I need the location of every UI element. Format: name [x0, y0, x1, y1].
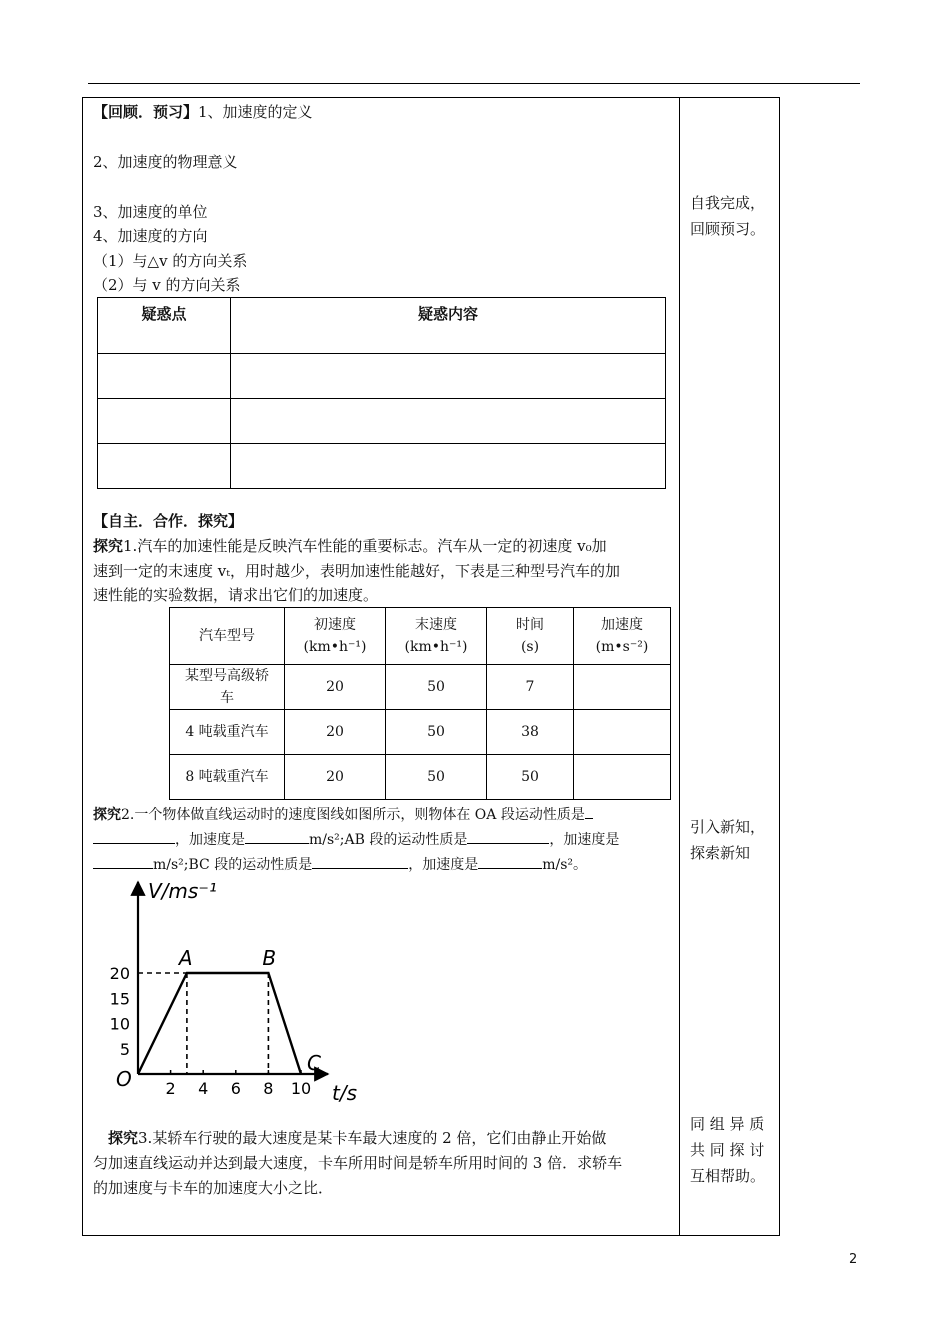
perf-header-unit: (m•s⁻²): [595, 639, 649, 655]
side-note-text: 互相帮助。: [690, 1167, 766, 1185]
doubt-table: [97, 297, 666, 489]
x-tick-label: 2: [165, 1079, 176, 1098]
column-divider: [679, 97, 680, 1236]
y-tick-label: 15: [109, 989, 130, 1009]
perf-cell: 7: [487, 665, 574, 710]
page-number: 2: [849, 1252, 858, 1267]
review-q1: 1、加速度的定义: [198, 103, 313, 121]
review-q1-line: [93, 102, 313, 122]
perf-cell: 20: [285, 755, 386, 800]
review-q4: 4、加速度的方向: [93, 227, 208, 245]
perf-cell-model: 8 吨载重汽车: [170, 755, 285, 800]
perf-header-text: 初速度: [314, 617, 356, 633]
perf-header-accel: [574, 608, 671, 665]
perf-header-vt: [386, 608, 487, 665]
side-note-text: 同 组 异 质: [690, 1115, 765, 1133]
explore-heading: 【自主．合作．探究】: [93, 512, 244, 530]
perf-cell: 50: [386, 755, 487, 800]
doubt-table-header: [98, 298, 666, 354]
explore-p2-label: 探究: [93, 807, 121, 823]
perf-header-text: 末速度: [415, 617, 457, 633]
perf-header-unit: (km•h⁻¹): [404, 639, 468, 655]
velocity-line: [138, 973, 301, 1074]
answer-blank[interactable]: [478, 854, 542, 869]
x-tick-label: 8: [263, 1079, 274, 1098]
table-row: [98, 444, 666, 489]
explore-p2-seg: ，加速度是: [408, 857, 479, 873]
y-axis-label: V/ms⁻¹: [148, 879, 217, 903]
explore-p2-seg: m/s²;BC 段的运动性质是: [153, 857, 313, 873]
answer-blank[interactable]: [93, 829, 175, 844]
header-rule: [88, 83, 860, 84]
perf-cell: 50: [386, 665, 487, 710]
doubt-col-point: 疑惑点: [98, 298, 231, 354]
side-note-text: 共 同 探 讨: [690, 1141, 765, 1159]
perf-cell: 50: [386, 710, 487, 755]
perf-header-unit: (s): [520, 639, 540, 655]
table-row: [98, 354, 666, 399]
perf-header-text: 时间: [516, 617, 544, 633]
table-row: [170, 665, 671, 710]
review-q3: 3、加速度的单位: [93, 203, 208, 221]
side-note-text: 引入新知，: [690, 818, 766, 836]
perf-header-v0: [285, 608, 386, 665]
doubt-cell[interactable]: [231, 444, 666, 489]
point-label: B: [262, 946, 277, 970]
perf-cell-accel[interactable]: [574, 710, 671, 755]
doubt-cell[interactable]: [98, 444, 231, 489]
side-note-text: 自我完成，: [690, 194, 766, 212]
perf-cell: 20: [285, 665, 386, 710]
review-q4a: （1）与△v 的方向关系: [93, 252, 248, 270]
side-note-explore: [690, 814, 765, 866]
explore-p2-line1: [93, 804, 593, 825]
answer-blank[interactable]: [93, 854, 153, 869]
table-row: [98, 399, 666, 444]
explore-p2-seg: ，加速度是: [175, 832, 245, 848]
perf-header-time: [487, 608, 574, 665]
answer-blank[interactable]: [467, 829, 549, 844]
explore-p1-label: 探究: [93, 537, 124, 555]
perf-cell-accel[interactable]: [574, 665, 671, 710]
y-tick-label: 20: [109, 964, 130, 983]
side-note-text: 回顾预习。: [690, 220, 766, 238]
perf-cell: 38: [487, 710, 574, 755]
explore-p2-line3: [93, 854, 587, 875]
side-note-text: 探索新知: [690, 844, 751, 862]
explore-p2-seg: m/s²;AB 段的运动性质是: [309, 832, 468, 848]
car-performance-table: [169, 607, 671, 800]
doubt-cell[interactable]: [98, 399, 231, 444]
perf-cell-accel[interactable]: [574, 755, 671, 800]
explore-p3-label: 探究: [108, 1129, 139, 1147]
doubt-cell[interactable]: [231, 354, 666, 399]
perf-cell-model: 4 吨载重汽车: [170, 710, 285, 755]
x-tick-label: 6: [230, 1079, 241, 1098]
x-tick-label: 4: [198, 1079, 209, 1098]
doubt-col-content: 疑惑内容: [231, 298, 666, 354]
explore-p1-line1: [93, 536, 607, 556]
table-row: [170, 710, 671, 755]
perf-cell: 20: [285, 710, 386, 755]
explore-p1-text1: 1.汽车的加速性能是反映汽车性能的重要标志。汽车从一定的初速度 v₀加: [123, 537, 607, 555]
velocity-time-graph: [100, 874, 390, 1110]
explore-p3-text1: 3.某轿车行驶的最大速度是某卡车最大速度的 2 倍，它们由静止开始做: [138, 1129, 607, 1147]
explore-p2-seg: ，加速度是: [549, 832, 620, 848]
perf-cell: 50: [487, 755, 574, 800]
explore-p1-line2: 速到一定的末速度 vₜ，用时越少，表明加速性能越好，下表是三种型号汽车的加: [93, 562, 620, 580]
perf-header-model: [170, 608, 285, 665]
perf-cell-model: 某型号高级轿车: [170, 665, 285, 710]
answer-blank[interactable]: [585, 804, 593, 819]
perf-header-unit: (km•h⁻¹): [303, 639, 367, 655]
side-note-group: [690, 1111, 765, 1189]
explore-p2-text1: 2.一个物体做直线运动时的速度图线如图所示，则物体在 OA 段运动性质是: [121, 807, 585, 823]
doubt-cell[interactable]: [98, 354, 231, 399]
x-tick-label: 10: [290, 1079, 312, 1098]
x-axis-label: t/s: [332, 1081, 357, 1105]
explore-p2-line2: [93, 829, 619, 850]
explore-p3-line1: [108, 1128, 606, 1148]
point-label: O: [116, 1067, 132, 1091]
review-q2: 2、加速度的物理意义: [93, 153, 238, 171]
explore-p1-line3: 速性能的实验数据，请求出它们的加速度。: [93, 586, 379, 604]
side-note-review: [690, 190, 765, 242]
answer-blank[interactable]: [245, 829, 309, 844]
y-tick-label: 5: [119, 1039, 130, 1059]
perf-table-header: [170, 608, 671, 665]
review-heading: 【回顾．预习】: [93, 103, 199, 121]
point-label: C: [307, 1051, 321, 1075]
explore-p2-seg: m/s²。: [542, 857, 588, 873]
answer-blank[interactable]: [312, 854, 408, 869]
doubt-cell[interactable]: [231, 399, 666, 444]
table-row: [170, 755, 671, 800]
explore-p3-line2: 匀加速直线运动并达到最大速度，卡车所用时间是轿车所用时间的 3 倍．求轿车: [93, 1154, 623, 1172]
perf-header-text: 加速度: [601, 617, 643, 633]
review-q4b: （2）与 v 的方向关系: [93, 276, 241, 294]
y-tick-label: 10: [109, 1014, 130, 1034]
explore-p3-line3: 的加速度与卡车的加速度大小之比．: [93, 1179, 334, 1197]
point-label: A: [178, 946, 193, 970]
perf-header-text: 汽车型号: [199, 628, 255, 644]
